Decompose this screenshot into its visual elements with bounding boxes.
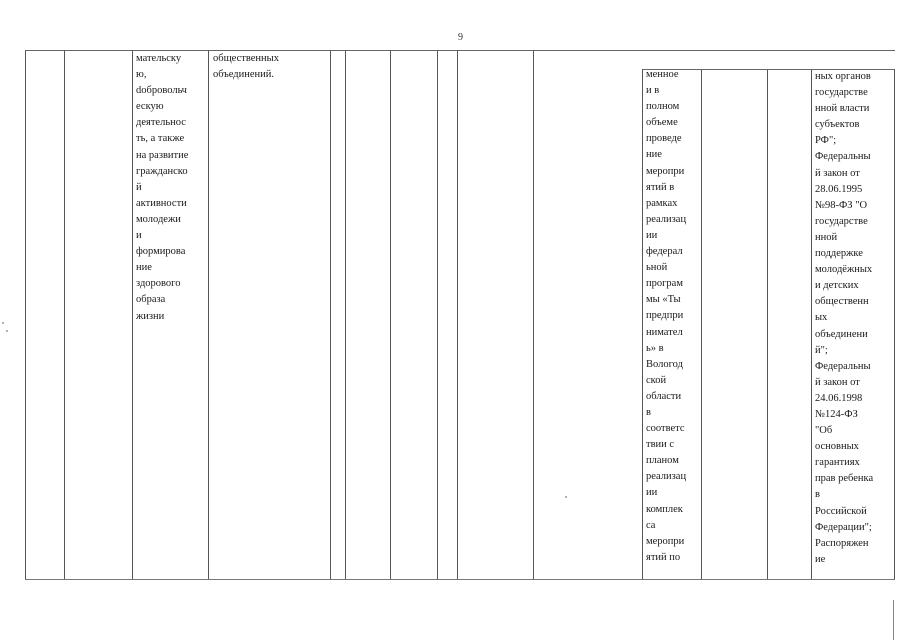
- scan-speck: [6, 330, 8, 332]
- column-divider: [330, 51, 331, 579]
- legal-basis-cell-text: ных органов государстве нной власти субъектов РФ"; Федеральны й закон от 28.06.1995 №98-ФЗ "О государстве нной поддержке молодёжных и детских общественн ых объединени й"; Федеральны й закон от 24.06.1998 №124-ФЗ "Об основных гарантиях прав ребенка в Российской Федерации"; Распоряжен ие: [815, 71, 874, 565]
- goal-cell-text: мательску ю, dобровольч ескую деятельнос ть, а также на развитие гражданско й активности молодежи и формирова ние здорового образа жизни: [136, 53, 189, 322]
- table-border-right: [894, 69, 895, 579]
- document-table: [25, 50, 895, 580]
- column-divider: [437, 51, 438, 579]
- column-divider: [132, 51, 133, 579]
- column-divider: [701, 69, 702, 579]
- implementation-cell-text: менное и в полном объеме проведе ние меропри ятий в рамках реализац ии федерал ьной програм мы «Ты предпри нимател ь» в Вологод ской области в соответс твии с планом реализац ии комплек са меропри ятий по: [646, 69, 687, 563]
- scan-speck: [565, 496, 567, 498]
- column-divider: [208, 51, 209, 579]
- scan-speck: [2, 322, 4, 324]
- column-divider: [767, 69, 768, 579]
- table-border-left: [25, 51, 26, 579]
- scan-edge-mark: [893, 600, 894, 640]
- column-divider: [533, 51, 534, 579]
- column-divider: [811, 69, 812, 579]
- column-divider: [64, 51, 65, 579]
- column-divider: [345, 51, 346, 579]
- organizations-cell-text: общественных объединений.: [213, 53, 279, 81]
- column-divider: [390, 51, 391, 579]
- page-number: 9: [458, 32, 463, 43]
- column-divider: [642, 69, 643, 579]
- column-divider: [457, 51, 458, 579]
